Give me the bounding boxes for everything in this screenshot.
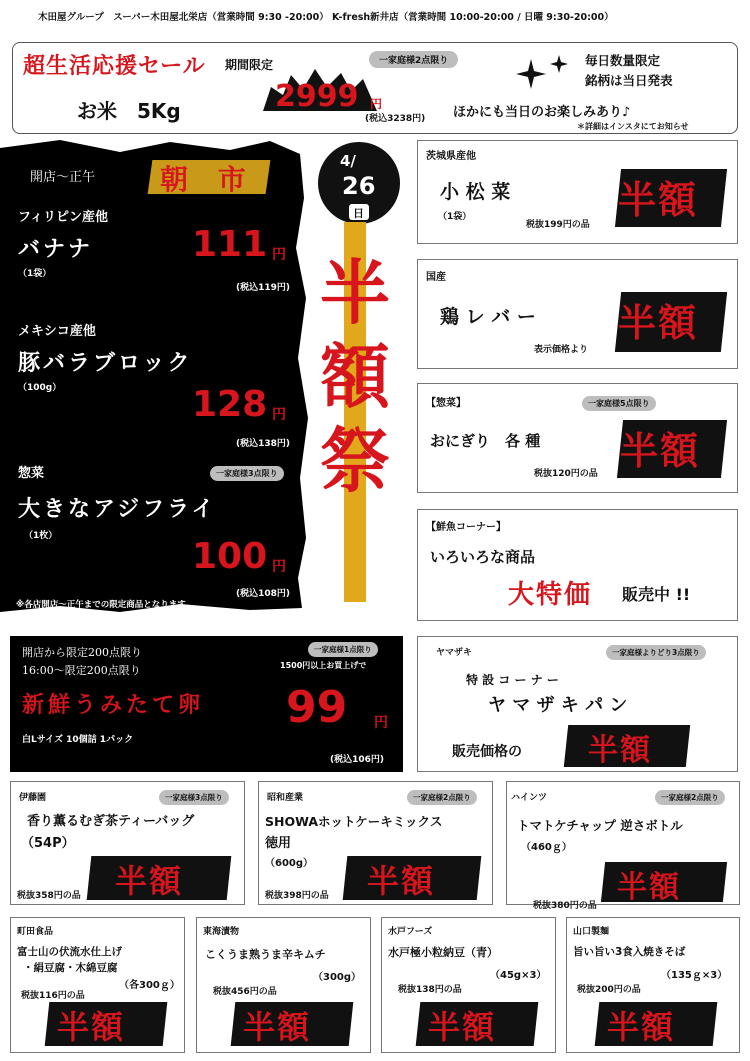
hangaku-label: 半額 [243,1008,312,1046]
date-month: 4/ [340,152,356,170]
card-category: 【鮮魚コーナー】 [426,522,506,533]
item-origin: フィリピン産他 [18,210,108,225]
card-sub: （54P） [21,836,75,851]
card-maker: 町田食品 [17,927,54,937]
card-category: 【惣菜】 [426,398,466,409]
item-tax: (税込138円) [236,439,291,449]
banner-note: ＊詳細はインスタにてお知らせ [577,122,689,131]
yamazaki-line-3: 販売価格の [452,744,522,760]
hangaku-label: 半額 [367,862,436,900]
date-weekday: 日 [353,207,364,220]
item-origin: メキシコ産他 [18,324,96,339]
card-maker: 水戸フーズ [388,927,433,937]
banner-extra: ほかにも当日のお楽しみあり♪ [453,105,631,120]
card-sub: （600g） [265,858,314,869]
banner-price: 2999 [275,79,359,114]
onigiri-card [417,383,738,493]
egg-name: 新鮮うみたて卵 [22,693,205,718]
item-name: 大きなアジフライ [18,497,217,522]
item-price: 111 [192,224,268,265]
card-price: 税抜358円の品 [17,891,81,901]
card-price: 税抜456円の品 [213,987,277,997]
item-name: バナナ [18,237,94,262]
card-origin: 国産 [426,272,446,283]
card-sub: （45g×3） [490,970,547,981]
card-name-2: ・絹豆腐・木綿豆腐 [23,962,118,974]
card-limit: 一家庭様2点限り [407,790,477,805]
asaichi-title: 朝 市 [160,163,256,196]
card-name: 香り薫るむぎ茶ティーバッグ [27,814,195,829]
egg-desc: 白Lサイズ 10個詰 1パック [22,735,134,745]
card-name: 小 松 菜 [440,181,511,203]
festival-char-1: 半 [320,251,390,334]
item-unit: （1枚） [24,531,58,541]
item-limit: 一家庭様3点限り [210,466,284,481]
card-price: 税抜398円の品 [265,891,329,901]
item-unit: （1袋） [18,269,52,279]
card-sale: 販売中 !! [622,585,691,604]
banner-period: 期間限定 [225,58,274,72]
banner-title: 超生活応援セール [23,54,206,79]
product-card [10,917,185,1053]
card-name: 鶏 レ バ ー [440,306,536,328]
card-maker: 伊藤園 [19,793,47,803]
item-name: 豚バラブロック [18,351,193,376]
card-price: 税抜138円の品 [398,985,462,995]
festival-char-3: 祭 [320,419,390,502]
card-price: 税抜116円の品 [21,991,85,1001]
product-card [196,917,371,1053]
yamazaki-line-2: ヤ マ ザ キ パ ン [488,695,628,716]
asaichi-footnote: ※各店開店～正午までの限定商品となります [16,600,186,610]
egg-line-2: 16:00～限定200点限り [22,664,141,677]
hangaku-label: 半額 [618,301,699,345]
card-limit: 一家庭様2点限り [655,790,725,805]
card-origin: 茨城県産他 [426,151,476,162]
product-card [381,917,556,1053]
card-maker: ヤマザキ [436,648,473,658]
card-name: SHOWAホットケーキミックス [265,814,443,829]
hangaku-label: 半額 [428,1008,497,1046]
yamazaki-card [417,636,738,772]
banner-item: お米 5Kg [77,99,181,123]
hangaku-label: 半額 [618,178,699,222]
hangaku-label: 半額 [588,733,652,768]
liver-card [417,259,738,369]
egg-price: 99 [286,682,348,733]
hangaku-label: 半額 [620,429,701,473]
card-maker: ハインツ [511,793,548,803]
store-header: 木田屋グループ スーパー木田屋北栄店（営業時間 9:30 -20:00） K-fresh新井店（営業時間 10:00-20:00 / 日曜 9:30-20:00） [38,12,614,23]
date-day: 26 [342,172,376,200]
product-card [566,917,740,1053]
item-yen: 円 [272,559,286,575]
item-origin: 惣菜 [18,466,45,481]
card-sub: （135ｇ×3） [661,970,728,981]
card-name: おにぎり 各 種 [430,432,541,450]
hangaku-label: 半額 [57,1008,126,1046]
card-sub: （300g） [313,972,362,983]
card-maker: 昭和産業 [267,793,304,803]
card-sub: （各300ｇ） [119,980,180,991]
date-circle [318,142,400,224]
card-name: トマトケチャップ 逆さボトル [517,818,683,833]
hangaku-label: 半額 [607,1008,676,1046]
card-maker: 東海漬物 [203,927,240,937]
card-price: 税抜199円の品 [526,220,590,230]
card-limit: 一家庭様よりどり3点限り [606,645,706,660]
item-tax: (税込119円) [236,283,291,293]
item-price: 128 [192,384,268,425]
hangaku-label: 半額 [115,862,184,900]
card-unit: （1袋） [438,212,472,222]
card-sub: （460ｇ） [521,842,572,853]
banner-daily-1: 毎日数量限定 [585,53,661,68]
card-limit: 一家庭様5点限り [582,396,656,411]
card-name: 富士山の伏流水仕上げ [17,946,122,958]
card-name: いろいろな商品 [430,548,536,566]
komatsuna-card [417,140,738,244]
card-price: 税抜120円の品 [534,469,598,479]
hangaku-label: 半額 [617,870,681,905]
card-name: 旨い旨い3食入焼きそば [573,946,686,958]
banner-limit: 一家庭様2点限り [369,51,458,68]
banner-yen: 円 [370,97,383,111]
egg-tax: (税込106円) [330,755,385,765]
card-name-2: 徳用 [265,836,292,851]
product-card [258,781,493,905]
card-name: こくうま熟うま辛キムチ [205,948,326,961]
card-big: 大特価 [508,580,593,610]
banner-tax: (税込3238円) [365,114,426,124]
egg-yen: 円 [374,715,388,731]
yamazaki-line-1: 特 設 コ ー ナ ー [466,673,559,687]
item-price: 100 [192,536,268,577]
item-unit: （100g） [18,383,62,393]
product-card [506,781,740,911]
card-price: 税抜200円の品 [577,985,641,995]
card-name: 水戸極小粒納豆（青） [388,946,498,959]
product-card [10,781,245,905]
card-limit: 一家庭様3点限り [159,790,229,805]
egg-limit-1: 一家庭様1点限り [308,642,378,657]
card-maker: 山口製麺 [573,927,610,937]
card-price: 表示価格より [534,345,589,355]
item-tax: (税込108円) [236,589,291,599]
top-banner [12,42,738,134]
festival-char-2: 額 [320,335,390,418]
fish-card [417,509,738,621]
egg-line-1: 開店から限定200点限り [22,646,142,659]
egg-card [10,636,403,772]
card-price: 税抜380円の品 [533,901,597,911]
asaichi-time: 開店～正午 [30,170,96,185]
banner-daily-2: 銘柄は当日発表 [585,73,673,88]
sparkle-icon [513,53,573,93]
item-yen: 円 [272,407,286,423]
item-yen: 円 [272,247,286,263]
egg-limit-2: 1500円以上お買上げで [280,661,367,670]
